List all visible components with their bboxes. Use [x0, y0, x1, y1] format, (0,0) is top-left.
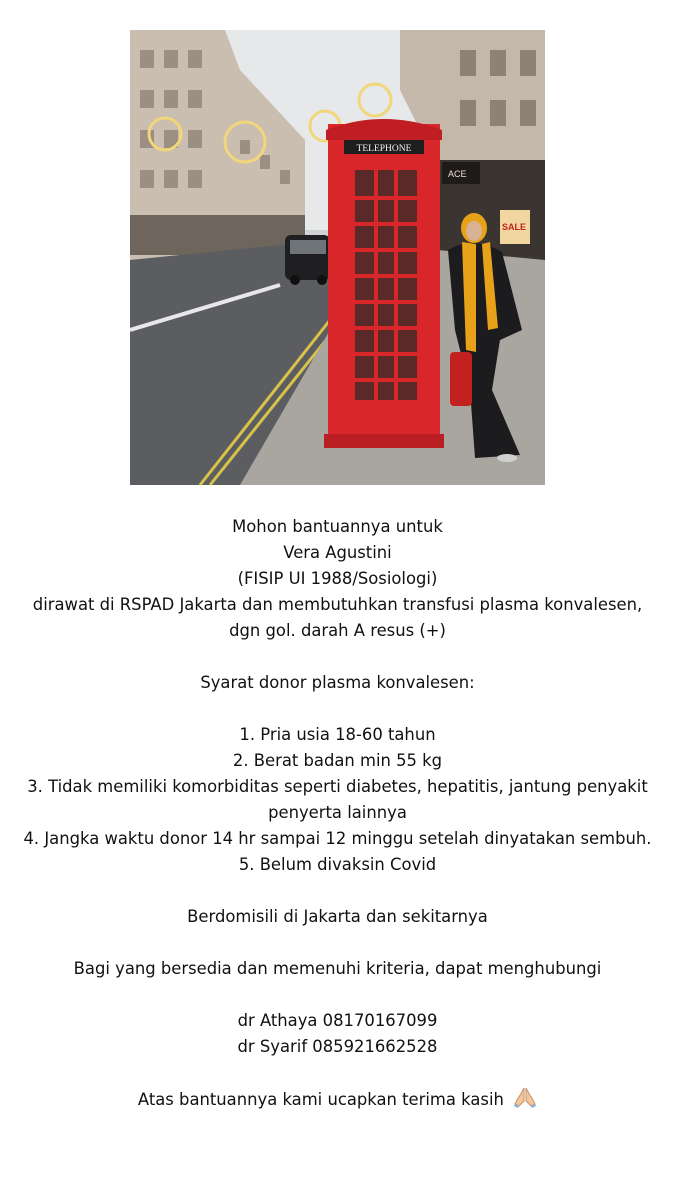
closing-line [0, 1086, 675, 1116]
street-photo [130, 30, 545, 485]
car [285, 235, 330, 285]
telephone-booth [324, 119, 444, 448]
requirement-item: 2. Berat badan min 55 kg [232, 751, 443, 770]
location-line: Berdomisili di Jakarta dan sekitarnya [187, 907, 488, 926]
hospital-line: dirawat di RSPAD Jakarta dan membutuhkan transfusi plasma konvalesen, [32, 595, 643, 614]
closing-text: Atas bantuannya kami ucapkan terima kasih [137, 1090, 504, 1109]
requirement-item-continued: penyerta lainnya [268, 803, 407, 822]
contact-prompt: Bagi yang bersedia dan memenuhi kriteria, dapat menghubungi [73, 959, 602, 978]
requirements-heading: Syarat donor plasma konvalesen: [200, 673, 475, 692]
appeal-text [0, 514, 675, 1116]
requirement-item: 1. Pria usia 18-60 tahun [239, 725, 436, 744]
booth-sign: TELEPHONE [356, 144, 412, 154]
patient-name: Vera Agustini [283, 543, 392, 562]
appeal-intro: Mohon bantuannya untuk [232, 517, 443, 536]
shop-sign: ACE [448, 169, 467, 179]
blood-type-line: dgn gol. darah A resus (+) [229, 621, 446, 640]
contact-athaya: dr Athaya 08170167099 [237, 1011, 438, 1030]
sale-sign: SALE [502, 222, 527, 232]
contact-syarif: dr Syarif 085921662528 [237, 1037, 438, 1056]
patient-affiliation: (FISIP UI 1988/Sosiologi) [237, 569, 438, 588]
requirement-item: 5. Belum divaksin Covid [238, 855, 437, 874]
folded-hands-icon [513, 1086, 537, 1116]
requirement-item: 4. Jangka waktu donor 14 hr sampai 12 minggu setelah dinyatakan sembuh. [23, 829, 652, 848]
requirement-item: 3. Tidak memiliki komorbiditas seperti diabetes, hepatitis, jantung penyakit [27, 777, 648, 796]
